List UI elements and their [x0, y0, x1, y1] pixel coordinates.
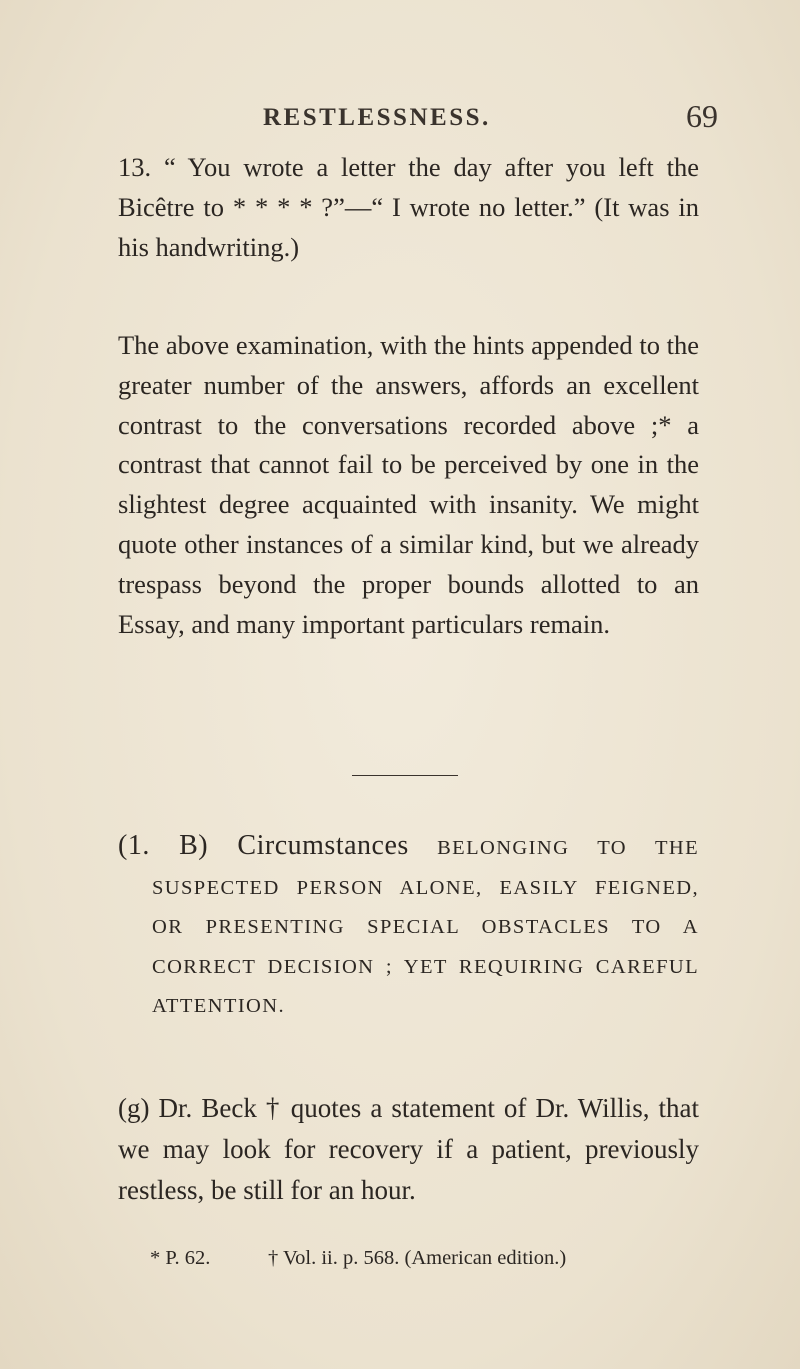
- running-head: [118, 98, 718, 144]
- footnote-1: * P. 62.: [150, 1247, 211, 1269]
- footnote-2: † Vol. ii. p. 568. (American edition.): [268, 1247, 567, 1269]
- section-divider: [352, 775, 458, 776]
- footnotes: [150, 1247, 710, 1270]
- paragraph-13: 13. “ You wrote a letter the day after you left the Bicêtre to * * * * ?”—“ I wrote no letter.” (It was in his handwriting.): [118, 152, 699, 262]
- section-heading-lead: (1. B) Circumstances: [118, 830, 409, 861]
- paragraph-examination: The above examination, with the hints appended to the greater number of the answers, affords an excellent contrast to the conversations recorded above ;* a contrast that cannot fail to be perceived by one in the slightest degree acquainted with insanity. We might quote other instances of a similar kind, but we already trespass beyond the proper bounds allotted to an Essay, and many important particulars remain.: [118, 330, 699, 639]
- paragraph-g: (g) Dr. Beck † quotes a statement of Dr. Willis, that we may look for recovery if a patient, previously restless, be still for an hour.: [118, 1093, 699, 1205]
- section-heading: [118, 826, 699, 1027]
- section-heading-rest: BELONGING TO THE SUSPECTED PERSON ALONE, EASILY FEIGNED, OR PRESENTING SPECIAL OBSTACLES TO A CORRECT DECISION ; YET REQUIRING CAREFUL ATTENTION.: [152, 837, 699, 1018]
- running-title: RESTLESSNESS.: [263, 104, 491, 131]
- page-number: 69: [686, 98, 718, 134]
